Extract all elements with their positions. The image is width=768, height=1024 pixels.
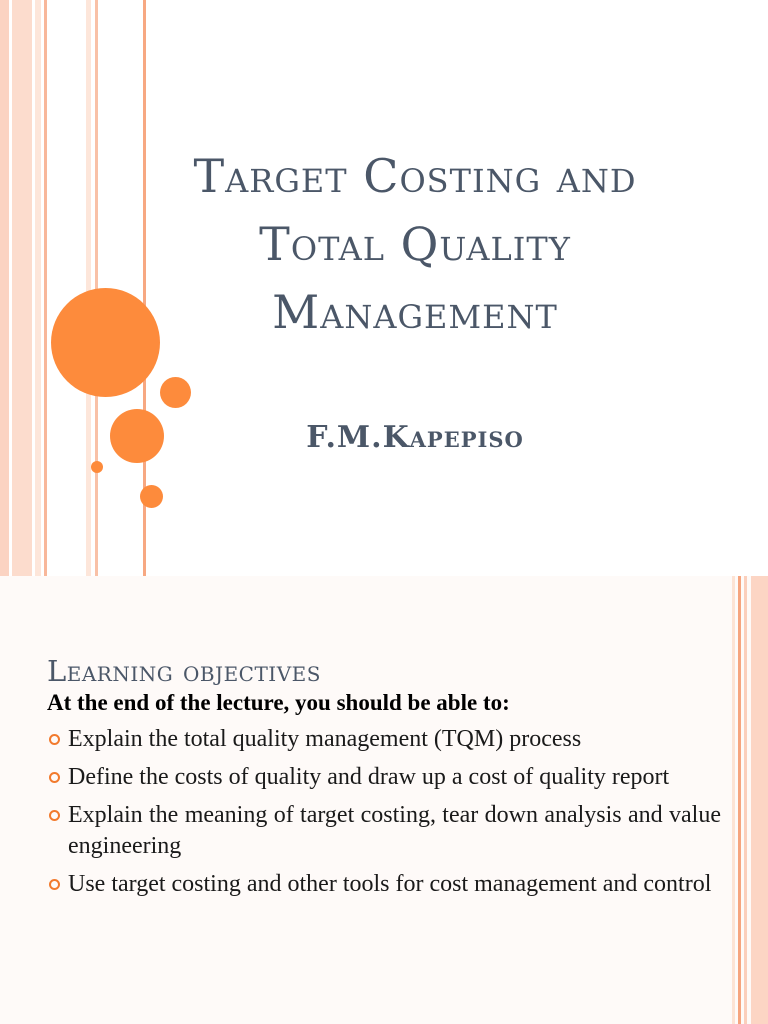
objective-text: Explain the meaning of target costing, tear down analysis and value engineering	[68, 802, 721, 859]
objective-text: Define the costs of quality and draw up a cost of quality report	[68, 764, 670, 790]
title-line: Total Quality	[259, 217, 571, 271]
decorative-circle	[91, 461, 103, 473]
lead-text: At the end of the lecture, you should be able to:	[47, 690, 510, 715]
decorative-stripe	[744, 576, 747, 1024]
decorative-stripe	[738, 576, 741, 1024]
objectives-slide	[0, 576, 768, 1024]
title-line: Target Costing and	[193, 149, 637, 203]
objectives-list	[47, 724, 721, 907]
decorative-stripe	[12, 0, 32, 576]
decorative-stripe	[86, 0, 91, 576]
circle-bullet-icon	[49, 734, 60, 745]
list-item	[47, 724, 721, 755]
slide-title	[135, 142, 695, 346]
slide-heading: Learning objectives	[47, 654, 321, 688]
author-name: F.M.Kapepiso	[306, 420, 524, 455]
objective-text: Use target costing and other tools for cost management and control	[68, 871, 712, 897]
decorative-stripe	[732, 576, 735, 1024]
decorative-circle	[140, 485, 163, 508]
decorative-circle	[160, 377, 191, 408]
list-item	[47, 762, 721, 793]
list-item	[47, 800, 721, 862]
circle-bullet-icon	[49, 772, 60, 783]
decorative-stripe	[751, 576, 768, 1024]
list-item	[47, 869, 721, 900]
objective-text: Explain the total quality management (TQM) process	[68, 726, 582, 752]
circle-bullet-icon	[49, 810, 60, 821]
decorative-circle	[110, 409, 164, 463]
decorative-stripe	[35, 0, 41, 576]
title-line: Management	[272, 285, 558, 339]
decorative-stripe	[44, 0, 47, 576]
decorative-stripe	[0, 0, 9, 576]
circle-bullet-icon	[49, 879, 60, 890]
